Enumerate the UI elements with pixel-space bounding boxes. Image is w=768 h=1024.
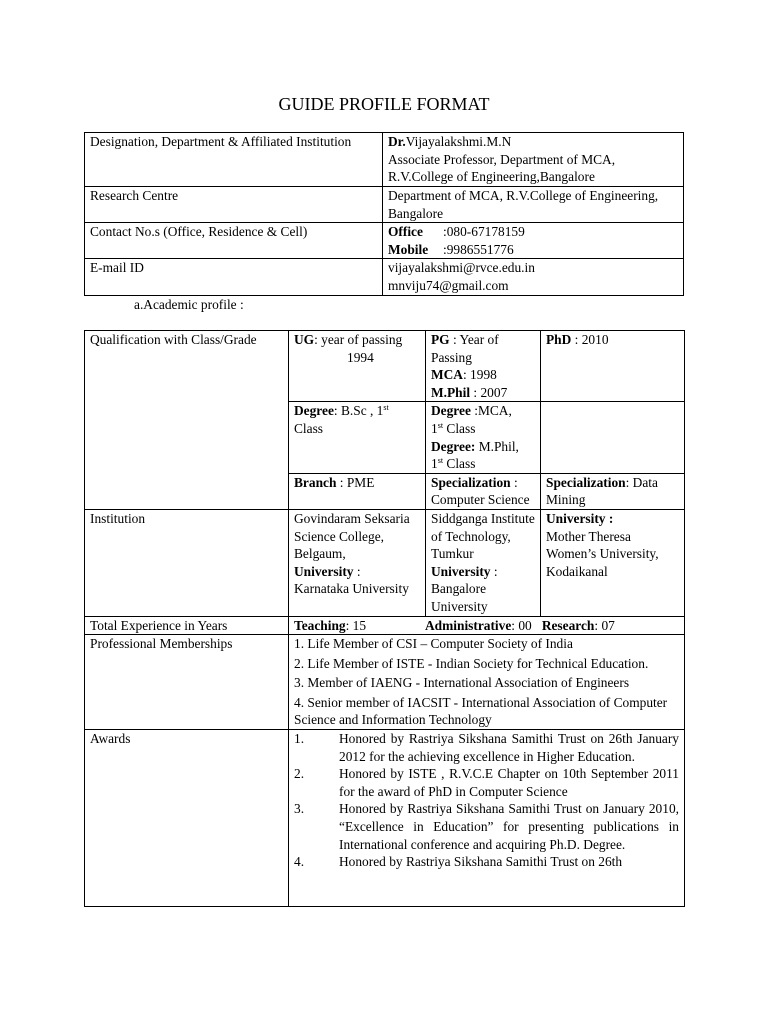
academic-profile-heading: a.Academic profile : bbox=[134, 297, 244, 312]
award-number: 1. bbox=[294, 731, 305, 747]
page-title: GUIDE PROFILE FORMAT bbox=[278, 94, 490, 114]
colon: : bbox=[353, 563, 361, 579]
university-label: University : bbox=[546, 510, 614, 526]
degree-ug-class: Class bbox=[294, 420, 324, 436]
branch-label: Branch bbox=[294, 474, 337, 490]
email-value bbox=[383, 259, 684, 295]
award-text: Honored by Rastriya Sikshana Samithi Trust on 26th January 2012 for the achieving excellence in Higher Education. bbox=[339, 731, 679, 764]
guide-details-table bbox=[84, 132, 684, 296]
phd-year: : 2010 bbox=[571, 332, 609, 347]
branch-cell bbox=[289, 473, 426, 509]
research-label: Research bbox=[541, 617, 595, 633]
award-text: Honored by Rastriya Sikshana Samithi Trust on January 2010, “Excellence in Education” for presenting publications in International conference and acquiring Ph.D. Degree. bbox=[339, 801, 679, 852]
mca-year: : 1998 bbox=[462, 367, 497, 383]
award-number: 2. bbox=[294, 766, 305, 782]
mca-label: MCA bbox=[431, 367, 463, 383]
office-label: Office bbox=[388, 224, 423, 240]
ug-year: 1994 bbox=[347, 349, 374, 365]
mobile-label: Mobile bbox=[388, 241, 429, 257]
degree-label: Degree: bbox=[431, 438, 476, 454]
specialization-label: Specialization bbox=[431, 474, 511, 490]
contact-value bbox=[383, 223, 684, 259]
admin-label: Administrative bbox=[425, 617, 512, 633]
ordinal-suffix: st bbox=[383, 403, 389, 413]
awards-label: Awards bbox=[85, 730, 289, 907]
table-row bbox=[85, 259, 684, 295]
teaching-years: : 15 bbox=[345, 617, 367, 633]
table-row bbox=[85, 635, 685, 730]
name-prefix: Dr. bbox=[388, 134, 406, 149]
ug-label: UG bbox=[294, 332, 315, 347]
phd-cell bbox=[541, 331, 685, 402]
pg-cell bbox=[426, 331, 541, 402]
degree-mca-text: :MCA, bbox=[470, 403, 512, 419]
award-text: Honored by ISTE , R.V.C.E Chapter on 10th September 2011 for the award of PhD in Computer Science bbox=[339, 766, 679, 799]
award-text: Honored by Rastriya Sikshana Samithi Trust on 26th bbox=[339, 854, 623, 870]
spec-phd-cell bbox=[541, 473, 685, 509]
degree-mphil-class: Class bbox=[443, 456, 476, 472]
ug-cell bbox=[289, 331, 426, 402]
table-row bbox=[85, 509, 685, 616]
table-row bbox=[85, 331, 685, 402]
table-row bbox=[85, 616, 685, 635]
spec-pg-value: : Computer Science bbox=[431, 474, 530, 508]
list-item bbox=[294, 765, 679, 800]
degree-mca-class: Class bbox=[443, 420, 476, 436]
award-number: 3. bbox=[294, 801, 305, 817]
memberships-label: Professional Memberships bbox=[85, 635, 289, 730]
degree-label: Degree bbox=[294, 403, 334, 419]
inst-ug: Govindaram Seksaria Science College, Belgaum, bbox=[294, 510, 410, 562]
academic-profile-table bbox=[84, 330, 685, 907]
institution-line: R.V.College of Engineering,Bangalore bbox=[388, 169, 595, 185]
ordinal-suffix: st bbox=[437, 420, 444, 430]
list-item: 2. Life Member of ISTE - Indian Society for Technical Education. bbox=[294, 655, 649, 671]
inst-ug-cell bbox=[289, 509, 426, 616]
qualification-label: Qualification with Class/Grade bbox=[85, 331, 289, 510]
research-centre-label: Research Centre bbox=[85, 187, 383, 223]
contact-label: Contact No.s (Office, Residence & Cell) bbox=[85, 223, 383, 259]
award-number: 4. bbox=[294, 854, 305, 870]
inst-pg: Siddganga Institute of Technology, Tumkur bbox=[431, 510, 535, 562]
list-item: 1. Life Member of CSI – Computer Society of India bbox=[294, 636, 573, 652]
memberships-cell bbox=[289, 635, 685, 730]
specialization-label: Specialization bbox=[546, 474, 626, 490]
degree-ug-cell bbox=[289, 402, 426, 473]
mobile-phone: :9986551776 bbox=[443, 241, 514, 257]
branch-value: : PME bbox=[336, 474, 375, 490]
designation-label: Designation, Department & Affiliated Institution bbox=[85, 133, 383, 187]
table-row bbox=[85, 223, 684, 259]
university-label: University bbox=[294, 563, 354, 579]
university-label: University bbox=[431, 563, 491, 579]
ug-text: : year of passing bbox=[314, 332, 403, 347]
univ-phd: Mother Theresa Women’s University, Kodaikanal bbox=[546, 528, 659, 579]
designation-value bbox=[383, 133, 684, 187]
ordinal-suffix: st bbox=[437, 456, 444, 466]
inst-pg-cell bbox=[426, 509, 541, 616]
research-centre-value: Department of MCA, R.V.College of Engineering, Bangalore bbox=[383, 187, 684, 223]
table-row bbox=[85, 187, 684, 223]
degree-mca-rank: 1 bbox=[431, 420, 438, 436]
pg-text: : Year of Passing bbox=[431, 332, 499, 365]
designation-line: Associate Professor, Department of MCA, bbox=[388, 151, 616, 167]
table-row bbox=[85, 133, 684, 187]
guide-name: Vijayalakshmi.M.N bbox=[405, 134, 512, 149]
list-item bbox=[294, 730, 679, 765]
inst-phd-cell bbox=[541, 509, 685, 616]
table-row bbox=[85, 730, 685, 907]
email-label: E-mail ID bbox=[85, 259, 383, 295]
list-item: 4. Senior member of IACSIT - International Association of Computer Science and Information Technology bbox=[294, 694, 668, 728]
research-years: : 07 bbox=[594, 617, 615, 633]
email-primary: vijayalakshmi@rvce.edu.in bbox=[388, 260, 535, 276]
list-item bbox=[294, 853, 679, 871]
admin-years: : 00 bbox=[511, 617, 532, 633]
mphil-label: M.Phil bbox=[431, 384, 471, 400]
univ-ug: Karnataka University bbox=[294, 581, 409, 597]
office-phone: :080-67178159 bbox=[443, 224, 525, 240]
list-item bbox=[294, 800, 679, 853]
experience-label: Total Experience in Years bbox=[85, 616, 289, 635]
spec-phd-value: : Data Mining bbox=[546, 474, 658, 508]
degree-mphil-rank: 1 bbox=[431, 456, 438, 472]
degree-phd-cell bbox=[541, 402, 685, 473]
degree-label: Degree bbox=[431, 403, 471, 419]
phd-label: PhD bbox=[546, 332, 572, 347]
colon: : bbox=[490, 563, 498, 579]
list-item: 3. Member of IAENG - International Association of Engineers bbox=[294, 675, 630, 691]
email-secondary: mnviju74@gmail.com bbox=[388, 277, 509, 293]
mphil-year: : 2007 bbox=[470, 384, 508, 400]
univ-pg: Bangalore University bbox=[431, 581, 488, 614]
awards-cell bbox=[289, 730, 685, 907]
institution-label: Institution bbox=[85, 509, 289, 616]
teaching-label: Teaching bbox=[294, 617, 346, 633]
pg-label: PG bbox=[431, 332, 450, 347]
degree-pg-cell bbox=[426, 402, 541, 473]
spec-pg-cell bbox=[426, 473, 541, 509]
degree-mphil-text: M.Phil, bbox=[475, 438, 519, 454]
experience-value bbox=[289, 616, 685, 635]
degree-ug-text: : B.Sc , 1 bbox=[333, 403, 384, 419]
